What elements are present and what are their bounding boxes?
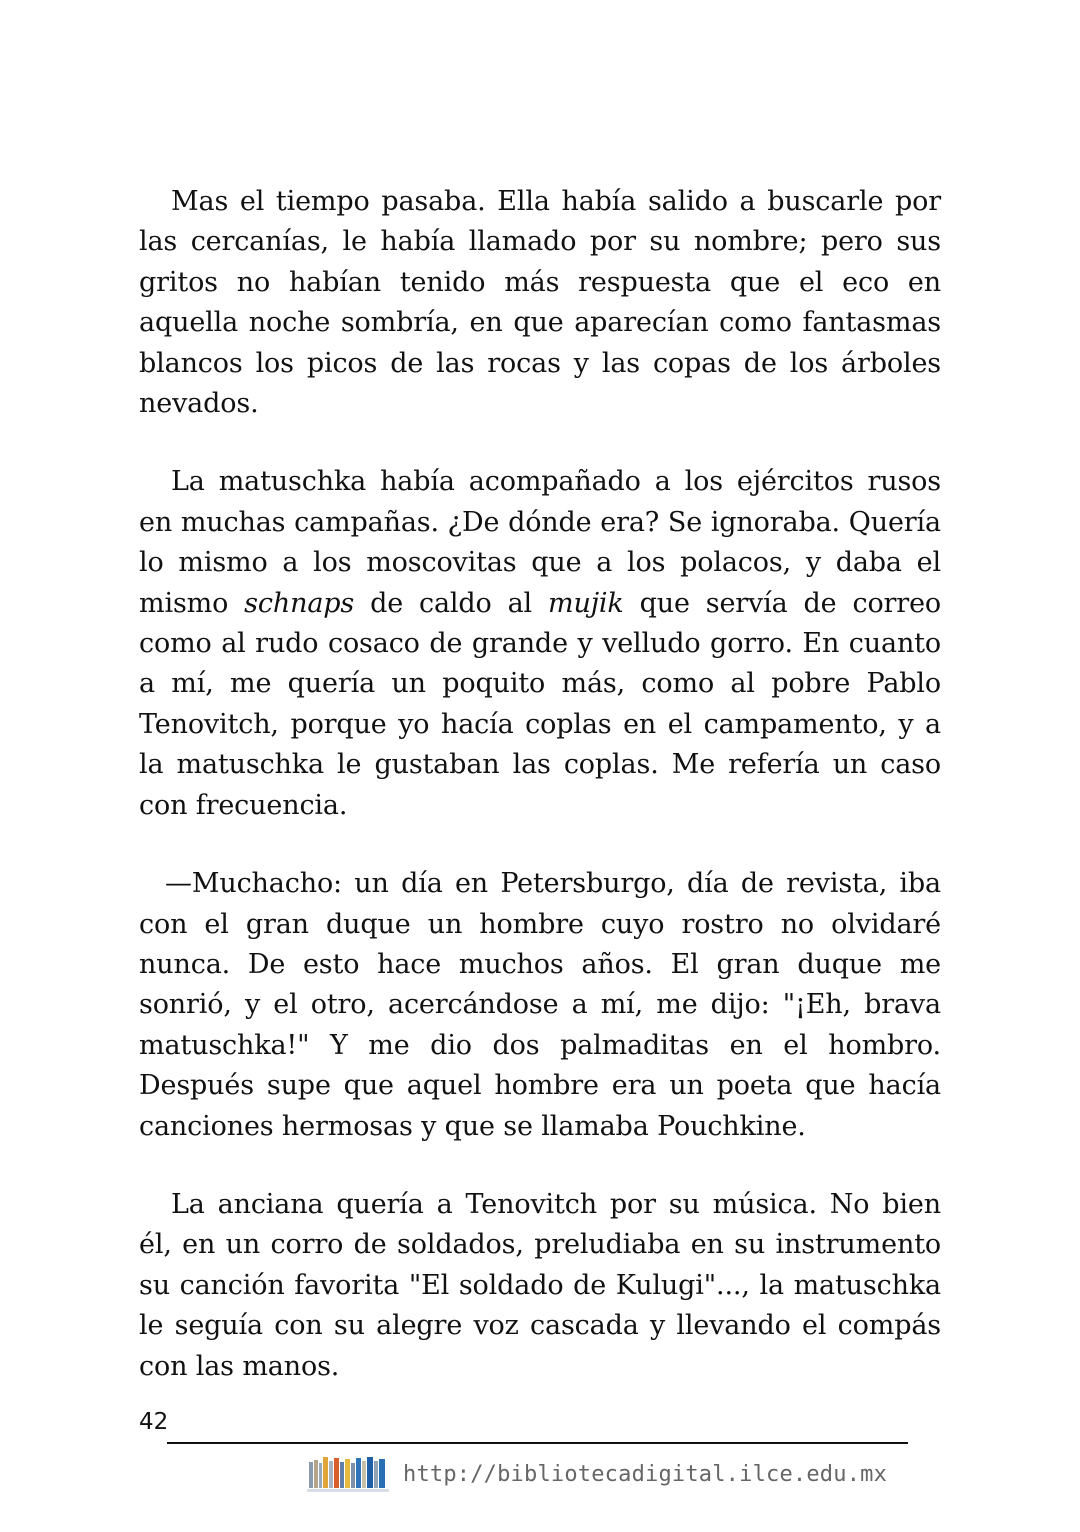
paragraph-2-part-3: que servía de correo como al rudo cosaco de grande y velludo gorro. En cuanto a mí, me quería un poquito más, como al pobre Pablo Tenovitch, porque yo hacía coplas en el campamento, y a la matuschka le gustaban las coplas. Me refería un caso con frecuencia. <box>139 587 941 821</box>
italic-term-schnaps: schnaps <box>244 587 355 619</box>
paragraph-2-part-2: de caldo al <box>354 587 549 619</box>
page-body <box>139 182 941 1425</box>
paragraph-4: La anciana quería a Tenovitch por su música. No bien él, en un corro de soldados, preludiaba en su instrumento su canción favorita "El soldado de Kulugi"..., la matuschka le seguía con su alegre voz cascada y llevando el compás con las manos. <box>139 1188 941 1382</box>
footer-url: http://bibliotecadigital.ilce.edu.mx <box>403 1462 888 1487</box>
paragraph-2 <box>139 462 941 826</box>
paragraph-1: Mas el tiempo pasaba. Ella había salido a buscarle por las cercanías, le había llamado por su nombre; pero sus gritos no habían tenido más respuesta que el eco en aquella noche sombría, en que aparecían como fantasmas blancos los picos de las rocas y las copas de los árboles nevados. <box>139 186 941 420</box>
footer-divider <box>167 1442 908 1444</box>
books-logo-icon <box>305 1453 393 1495</box>
italic-term-mujik: mujik <box>548 587 624 619</box>
page-number: 42 <box>139 1409 169 1435</box>
paragraph-2-part-1: La matuschka había acompañado a los ejércitos rusos en muchas campañas. ¿De dónde era? Se ignoraba. Quería lo mismo a los moscovitas que a los polacos, y daba el mismo <box>139 466 941 619</box>
paragraph-3-dialogue: —Muchacho: un día en Petersburgo, día de revista, iba con el gran duque un hombre cuyo rostro no olvidaré nunca. De esto hace muchos años. El gran duque me sonrió, y el otro, acercándose a mí, me dijo: "¡Eh, brava matuschka!" Y me dio dos palmaditas en el hombro. Después supe que aquel hombre era un poeta que hacía canciones hermosas y que se llamaba Pouchkine. <box>139 868 941 1142</box>
